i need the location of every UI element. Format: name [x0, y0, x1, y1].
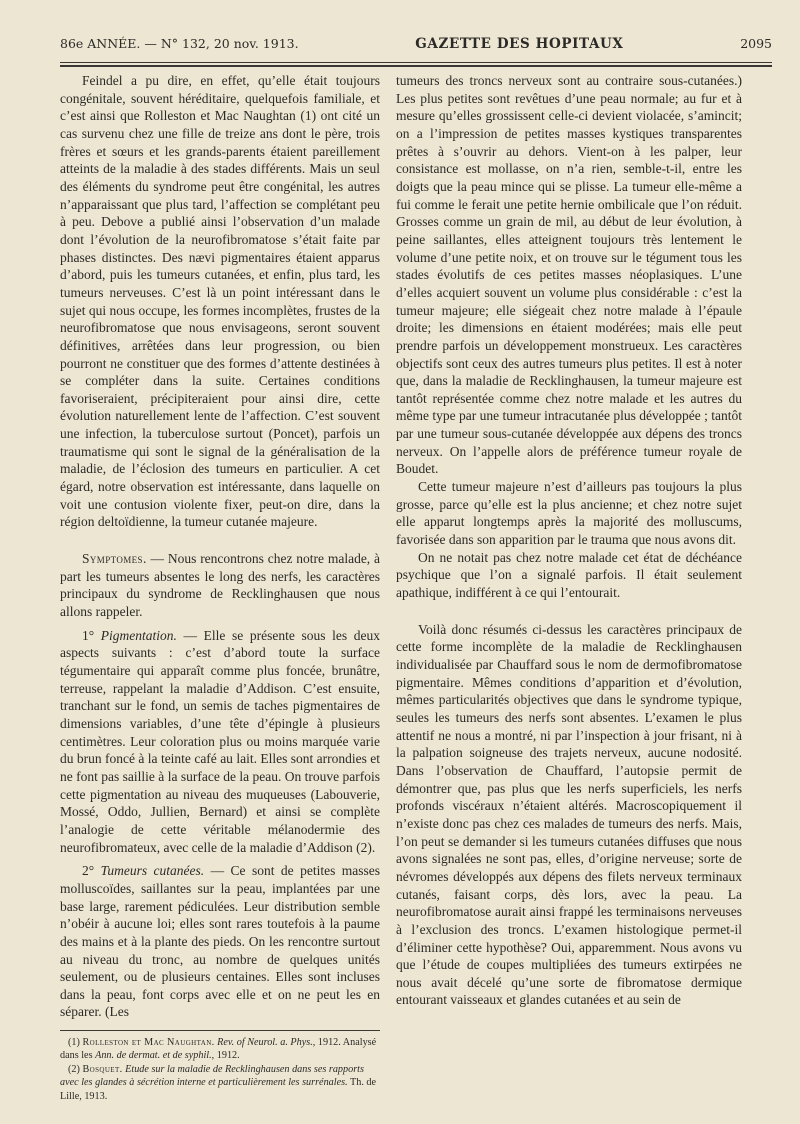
running-header: [60, 36, 772, 58]
footnote: (2) Bosquet. Etude sur la maladie de Recklinghausen dans ses rapports avec les glandes à sécrétion interne et particulièrement les surrénales. Th. de Lille, 1913.: [60, 1063, 377, 1102]
page-number: 2095: [740, 36, 772, 51]
header-rule: [60, 62, 772, 63]
left-column: [60, 72, 380, 1021]
paragraph: Cette tumeur majeure n’est d’ailleurs pas toujours la plus grosse, parce qu’elle est la plus ancienne; et chez notre sujet elle apparut longtemps après la majorité des molluscums, favorisée dans son apparition par le trauma que nous avons dit.: [396, 479, 742, 548]
journal-title: GAZETTE DES HOPITAUX: [415, 36, 624, 52]
paragraph: tumeurs des troncs nerveux sont au contraire sous-cutanées.) Les plus petites sont revêtues d’une peau normale; au fur et à mesure qu’elles grossissent celle-ci devient violacée, s’amincit; on a l’impression de petites masses kystiques transparentes prêtes à s’ouvrir au dehors. Vient-on à les palper, leur consistance est mollasse, on n’a rien, semble-t-il, entre les doigts que la peau mince qui se plisse. La tumeur elle-même a fui comme le ferait une petite hernie ombilicale que l’on réduit. Grosses comme un grain de mil, au début de leur évolution, à peine saillantes, elles atteignent toujours très lentement le volume d’une petite noix, et on trouve sur le tégument tous les stades évolutifs de ces petites masses néoplasiques. L’une d’elles acquiert souvent un volume plus considérable : c’est la tumeur majeure; elle siégeait chez notre malade à l’épaule droite; les dimensions en étaient modérées; mais elle peut prendre parfois un développement monstrueux. Les caractères objectifs sont ceux des autres tumeurs plus petites. Il est à noter que, dans la maladie de Recklinghausen, la tumeur majeure est tantôt représentée comme chez notre malade et les autres du même type par une tumeur intracutanée plus développée ; tantôt par une tumeur sous-cutanée développée aux dépens des troncs nerveux. On l’appelle alors de préférence tumeur royale de Boudet.: [396, 73, 742, 477]
paragraph: On ne notait pas chez notre malade cet état de déchéance psychique que l’on a signalé parfois. Il était seulement apathique, indifférent à ce qui l’entourait.: [396, 549, 742, 601]
header-rule-thick: [60, 65, 772, 67]
subsection-heading: Pigmentation.: [100, 627, 177, 643]
paragraph: Voilà donc résumés ci-dessus les caractères principaux de cette forme incomplète de la maladie de Recklinghausen individualisée par Chauffard sous le nom de dermofibromatose pigmentaire. Mêmes conditions d’apparition et d’évolution, mêmes particularités objectives que dans le syndrome typique, seules les tumeurs des nerfs sont absentes. L’examen le plus attentif ne nous a montré, ni par l’inspection à jour frisant, ni à la palpation soigneuse des trajets nerveux, aucune nodosité. Dans l’observation de Chauffard, l’autopsie permit de démontrer que, pas plus que les nerfs superficiels, les nerfs profonds viscéraux n’étaient altérés. Macroscopiquement il n’existe donc pas chez ces malades de tumeurs des nerfs. Mais, l’on peut se demander si les tumeurs cutanées diffuses que nous avons signalées ne sont pas, elles, d’origine nerveuse; sorte de névromes développés aux dépens des filets nerveux terminaux cutanés, faisant corps, dès lors, avec la peau. La neurofibromatose aurait ainsi frappé les terminaisons nerveuses à l’exclusion des troncs. L’examen histologique permet-il d’éliminer cette hypothèse? Oui, apparemment. Nous avons vu que l’étude de coupes multipliées des tumeurs extirpées ne nous avait décelé qu’une sorte de fibromatose dermique entourant vaisseaux et glandes cutanées et au sein de: [396, 621, 742, 1008]
footnote-rule: [60, 1030, 380, 1031]
paragraph-tumeurs: 2° Tumeurs cutanées. — Ce sont de petites masses molluscoïdes, saillantes sur la peau, implantées par une base large, rarement pédiculées. Leur distribution semble n’obéir à aucune loi; elles sont rares toutefois à la paume des mains et à la plante des pieds. On les rencontre surtout au niveau du tronc, au nombre de quelques unités seulement, ou de plusieurs centaines. Elles sont incluses dans la peau, font corps avec elle et on ne peut les en séparer. (Les: [60, 863, 380, 1020]
section-heading: Symptomes.: [82, 551, 147, 567]
right-column: [396, 72, 742, 1009]
issue-info: 86e ANNÉE. — N° 132, 20 nov. 1913.: [60, 36, 299, 51]
paragraph: Feindel a pu dire, en effet, qu’elle était toujours congénitale, souvent héréditaire, quelquefois familiale, et c’est ainsi que Rolleston et Mac Naughtan (1) ont cité un cas survenu chez une fille de treize ans dont le père, trois frères et sœurs et les grands-parents étaient pareillement atteints de la maladie à des stades différents. Mais un seul des éléments du syndrome peut être congénital, les autres n’apparaissant que plus tard, l’affection se complétant peu à peu. Debove a publié ainsi l’observation d’un malade dont l’évolution de la neurofibromatose s’était faite par phases distinctes. Des nævi pigmentaires étaient apparus d’abord, puis les tumeurs cutanées, et enfin, plus tard, les tumeurs nerveuses. C’est là un point intéressant dans le sujet qui nous occupe, les formes incomplètes, frustes de la neurofibromatose que nous envisageons, seront souvent définitives, arrêtées dans leur progression, ou bien pourront ne constituer que des formes d’attente destinées à se compléter dans la suite. Certaines conditions favoriseraient, précipiteraient pour ainsi dire, cette évolution naturellement lente de l’affection. C’est souvent une infection, la tuberculose surtout (Poncet), parfois un traumatisme qui sont le signal de la généralisation de la maladie, de l’éclosion des tumeurs en particulier. A cet égard, notre observation est intéressante, dans laquelle on voit une contusion violente fixer, peut-on dire, dans la région deltoïdienne, la tumeur cutanée majeure.: [60, 73, 380, 530]
subsection-heading: Tumeurs cutanées.: [100, 863, 205, 879]
paragraph-pigmentation: 1° Pigmentation. — Elle se présente sous les deux aspects suivants : c’est d’abord toute la surface tégumentaire qui apparaît comme plus foncée, brunâtre, terreuse, rappelant la maladie d’Addison. C’est ensuite, tranchant sur le fond, un semis de taches pigmentaires de dimensions variables, d’une tête d’épingle à plusieurs centimètres. Leur coloration plus ou moins marquée varie du brun foncé à la teinte café au lait. Elles sont arrondies et ne font pas saillie à la surface de la peau. On trouve parfois cette pigmentation au niveau des muqueuses (Labouverie, Mossé, Oddo, Jullien, Bernard) et ainsi se complète l’analogie de cette véritable mélanodermie des neurofibromateux, avec celle de la maladie d’Addison (2).: [60, 627, 380, 855]
footnote: (1) Rolleston et Mac Naughtan. Rev. of Neurol. a. Phys., 1912. Analysé dans les Ann. de dermat. et de syphil., 1912.: [60, 1037, 377, 1062]
paragraph-symptomes: Symptomes. — Nous rencontrons chez notre malade, à part les tumeurs absentes le long des nerfs, les caractères principaux du syndrome de Recklinghausen que nous allons rappeler.: [60, 551, 380, 620]
footnotes: [60, 1036, 380, 1103]
